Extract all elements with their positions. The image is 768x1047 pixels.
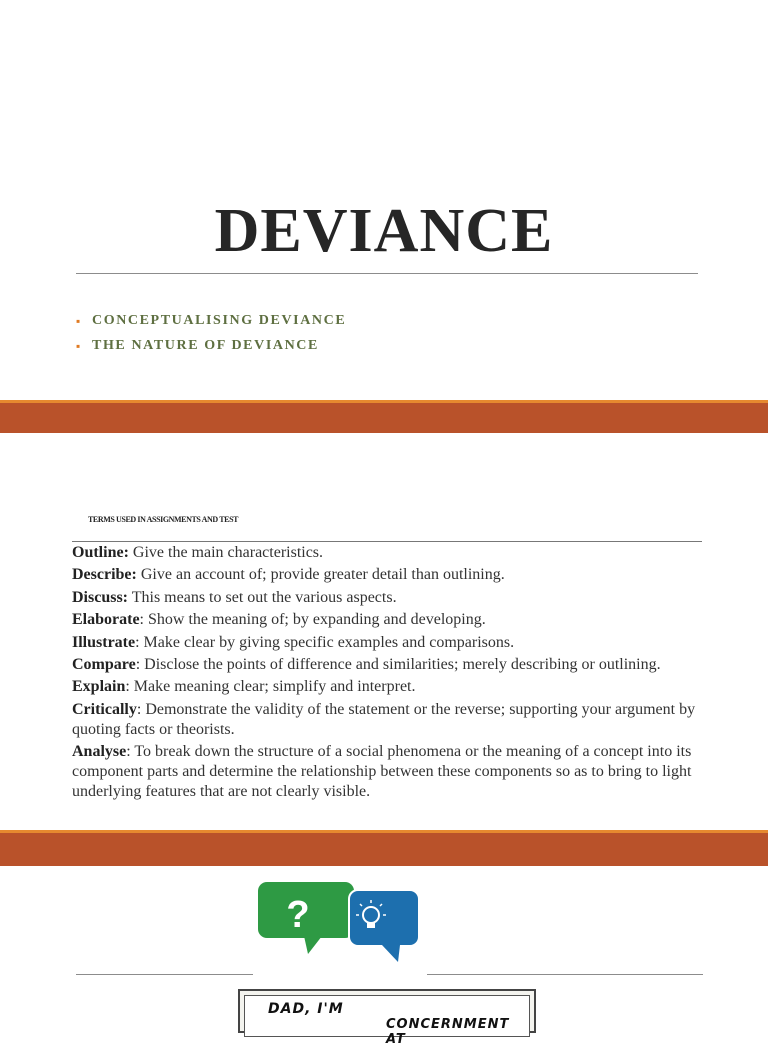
comic-caption: DAD, I'M [268, 1001, 344, 1017]
slide-separator-band [0, 400, 768, 433]
right-divider [427, 974, 703, 975]
terms-divider [72, 541, 702, 542]
bullet-text: THE NATURE OF DEVIANCE [92, 337, 319, 353]
term-definition: Give the main characteristics. [128, 544, 324, 561]
term-item [72, 610, 702, 630]
bullet-marker-icon: ▪ [76, 313, 82, 328]
bullet-item [76, 308, 346, 333]
question-answer-icon [256, 880, 426, 964]
bullet-text: CONCEPTUALISING DEVIANCE [92, 312, 347, 328]
term-label: Outline: [72, 544, 129, 561]
slide-title: DEVIANCE [214, 197, 554, 265]
term-label: Describe: [72, 566, 137, 584]
term-definition: : Make clear by giving specific examples and comparisons. [135, 633, 515, 651]
terms-list [72, 543, 702, 805]
term-definition: : Make meaning clear; simplify and interpret. [125, 678, 416, 696]
comic-slide [0, 866, 768, 1047]
svg-text:?: ? [286, 894, 310, 936]
title-slide [0, 0, 768, 400]
term-definition: : Disclose the points of difference and similarities; merely describing or outlining. [135, 655, 661, 673]
term-item [72, 742, 702, 802]
title-divider [76, 273, 698, 274]
term-item [72, 700, 702, 740]
slide-separator-band [0, 830, 768, 866]
term-label: Analyse [72, 743, 127, 761]
terms-heading: TERMS USED IN ASSIGNMENTS AND TEST [88, 515, 239, 524]
term-definition: : To break down the structure of a social phenomena or the meaning of a concept into its component parts and determine the relationship between these components so as to bring to light underlying features that are not clearly visible. [72, 743, 692, 801]
comic-strip-image [238, 989, 536, 1047]
lightbulb-bubble-icon [349, 890, 419, 962]
terms-slide [0, 433, 768, 830]
question-bubble-icon [258, 882, 354, 954]
bullet-list [76, 308, 346, 358]
left-divider [76, 974, 253, 975]
term-label: Compare [72, 655, 136, 673]
term-item [72, 655, 702, 675]
term-item [72, 677, 702, 697]
term-definition: This means to set out the various aspects. [128, 588, 397, 606]
term-item [72, 565, 702, 585]
term-definition: : Demonstrate the validity of the statement or the reverse; supporting your argument by quoting facts or theorists. [72, 700, 696, 738]
bullet-item [76, 333, 346, 358]
comic-caption: CONCERNMENT AT [386, 1017, 510, 1047]
term-item [72, 588, 702, 608]
term-definition: Give an account of; provide greater detail than outlining. [136, 566, 505, 584]
term-label: Illustrate [72, 633, 136, 651]
term-label: Discuss: [72, 588, 129, 606]
term-label: Elaborate [72, 611, 140, 629]
term-item [72, 543, 702, 563]
term-definition: : Show the meaning of; by expanding and developing. [139, 611, 486, 629]
term-label: Critically [72, 700, 137, 718]
term-item [72, 633, 702, 653]
term-label: Explain [72, 678, 126, 696]
bullet-marker-icon: ▪ [76, 338, 82, 353]
